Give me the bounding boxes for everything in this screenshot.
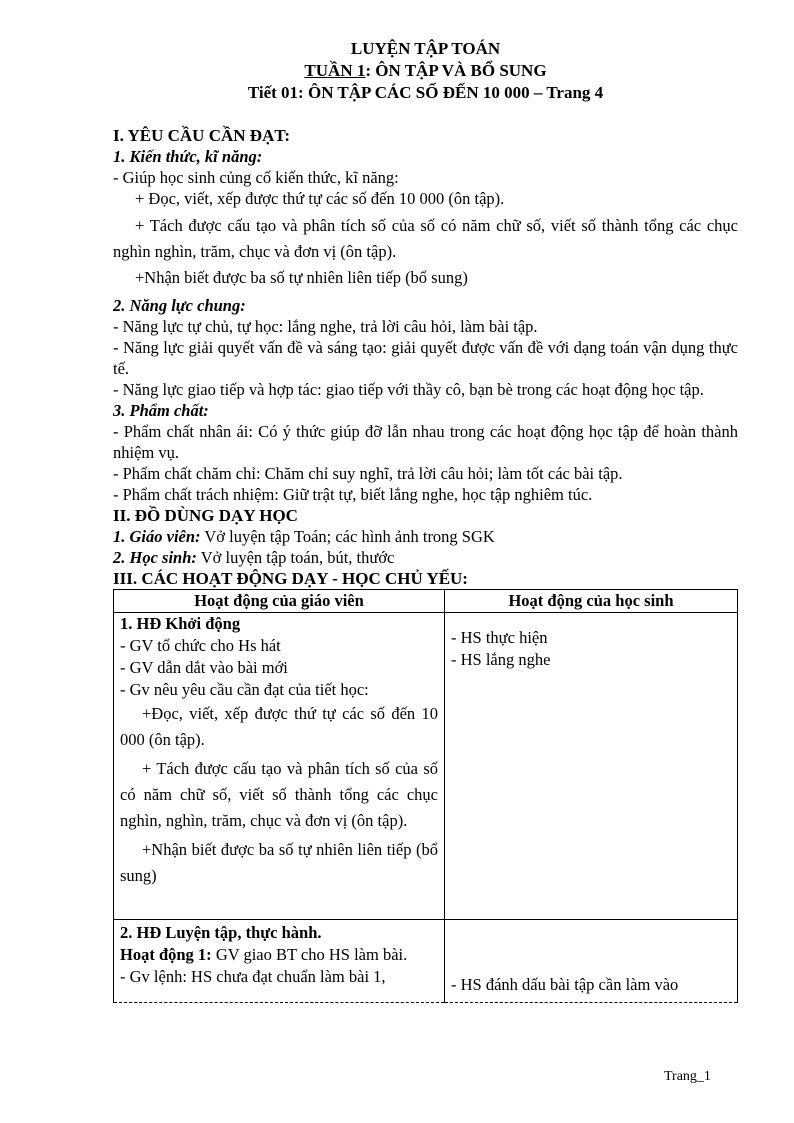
table-row [114,920,738,1003]
student-label: 2. Học sinh: [113,548,197,567]
teacher-label: 1. Giáo viên: [113,527,201,546]
practice-t1: - Gv lệnh: HS chưa đạt chuẩn làm bài 1, [120,967,386,986]
section3-title: III. CÁC HOẠT ĐỘNG DẠY - HỌC CHỦ YẾU: [113,569,468,588]
sub1-title: 1. Kiến thức, kĩ năng: [113,147,263,166]
sub3-item2: - Phẩm chất chăm chỉ: Chăm chỉ suy nghĩ, trả lời câu hỏi; làm tốt các bài tập. [113,464,623,483]
page-number: Trang_1 [664,1069,711,1084]
warmup-t5: + Tách được cấu tạo và phân tích số của số có năm chữ số, viết số thành tổng các chục nghìn, nghìn, trăm, chục và đơn vị (ôn tập). [120,759,438,830]
warmup-s1: - HS thực hiện [451,628,548,647]
teacher-text: Vở luyện tập Toán; các hình ảnh trong SGK [200,527,495,546]
table-header-row [114,590,738,613]
document-page [113,38,738,1003]
section2-title: II. ĐỒ DÙNG DẠY HỌC [113,506,298,525]
student-cell-warmup [445,613,738,920]
week-topic: : ÔN TẬP VÀ BỔ SUNG [365,61,547,80]
warmup-s2: - HS lắng nghe [451,650,551,669]
sub3-title: 3. Phẩm chất: [113,401,209,420]
warmup-t1: - GV tổ chức cho Hs hát [120,636,281,655]
sub2-title: 2. Năng lực chung: [113,296,246,315]
warmup-heading: 1. HĐ Khởi động [120,614,241,633]
sub1-item1: + Đọc, viết, xếp được thứ tự các số đến 10 000 (ôn tập). [135,189,505,208]
sub1-item2: + Tách được cấu tạo và phân tích số của số có năm chữ số, viết số thành tổng các chục nghìn nghìn, trăm, chục và đơn vị (ôn tập). [113,216,738,261]
sub3-item1: - Phẩm chất nhân ái: Có ý thức giúp đỡ lẫn nhau trong các hoạt động học tập để hoàn thành nhiệm vụ. [113,422,738,462]
teacher-cell-warmup [114,613,445,920]
practice-heading: 2. HĐ Luyện tập, thực hành. [120,923,322,942]
section1-title: I. YÊU CẦU CẦN ĐẠT: [113,126,291,145]
sub2-item3: - Năng lực giao tiếp và hợp tác: giao tiếp với thầy cô, bạn bè trong các hoạt động học tập. [113,380,704,399]
sub2-item1: - Năng lực tự chủ, tự học: lắng nghe, trả lời câu hỏi, làm bài tập. [113,317,538,336]
warmup-t6: +Nhận biết được ba số tự nhiên liên tiếp (bổ sung) [120,840,438,885]
sub1-item3: +Nhận biết được ba số tự nhiên liên tiếp (bổ sung) [135,268,468,287]
sub2-item2: - Năng lực giải quyết vấn đề và sáng tạo: giải quyết được vấn đề với dạng toán vận dụng thực tế. [113,338,738,378]
sub1-intro: - Giúp học sinh củng cố kiến thức, kĩ năng: [113,168,399,187]
col-teacher-header: Hoạt động của giáo viên [114,590,445,613]
week-label: TUẦN 1 [304,61,366,80]
sub3-item3: - Phẩm chất trách nhiệm: Giữ trật tự, biết lắng nghe, học tập nghiêm túc. [113,485,593,504]
warmup-t2: - GV dẫn dắt vào bài mới [120,658,288,677]
student-text: Vở luyện tập toán, bút, thước [196,548,395,567]
materials-student [113,547,738,568]
activities-table [113,589,738,1003]
practice-activity [120,944,438,966]
teacher-cell-practice [114,920,445,1003]
table-row [114,613,738,920]
doc-week [113,60,738,82]
lesson-title: Tiết 01: ÔN TẬP CÁC SỐ ĐẾN 10 000 – Trang 4 [247,83,604,102]
materials-teacher [113,526,738,547]
doc-title: LUYỆN TẬP TOÁN [350,39,501,58]
col-student-header: Hoạt động của học sinh [445,590,738,613]
practice-s1: - HS đánh dấu bài tập cần làm vào [451,975,679,994]
warmup-t4: +Đọc, viết, xếp được thứ tự các số đến 10 000 (ôn tập). [120,704,438,749]
warmup-t3: - Gv nêu yêu cầu cần đạt của tiết học: [120,680,369,699]
activity-text: GV giao BT cho HS làm bài. [211,945,408,964]
activity-label: Hoạt động 1: [120,945,212,964]
student-cell-practice [445,920,738,1003]
